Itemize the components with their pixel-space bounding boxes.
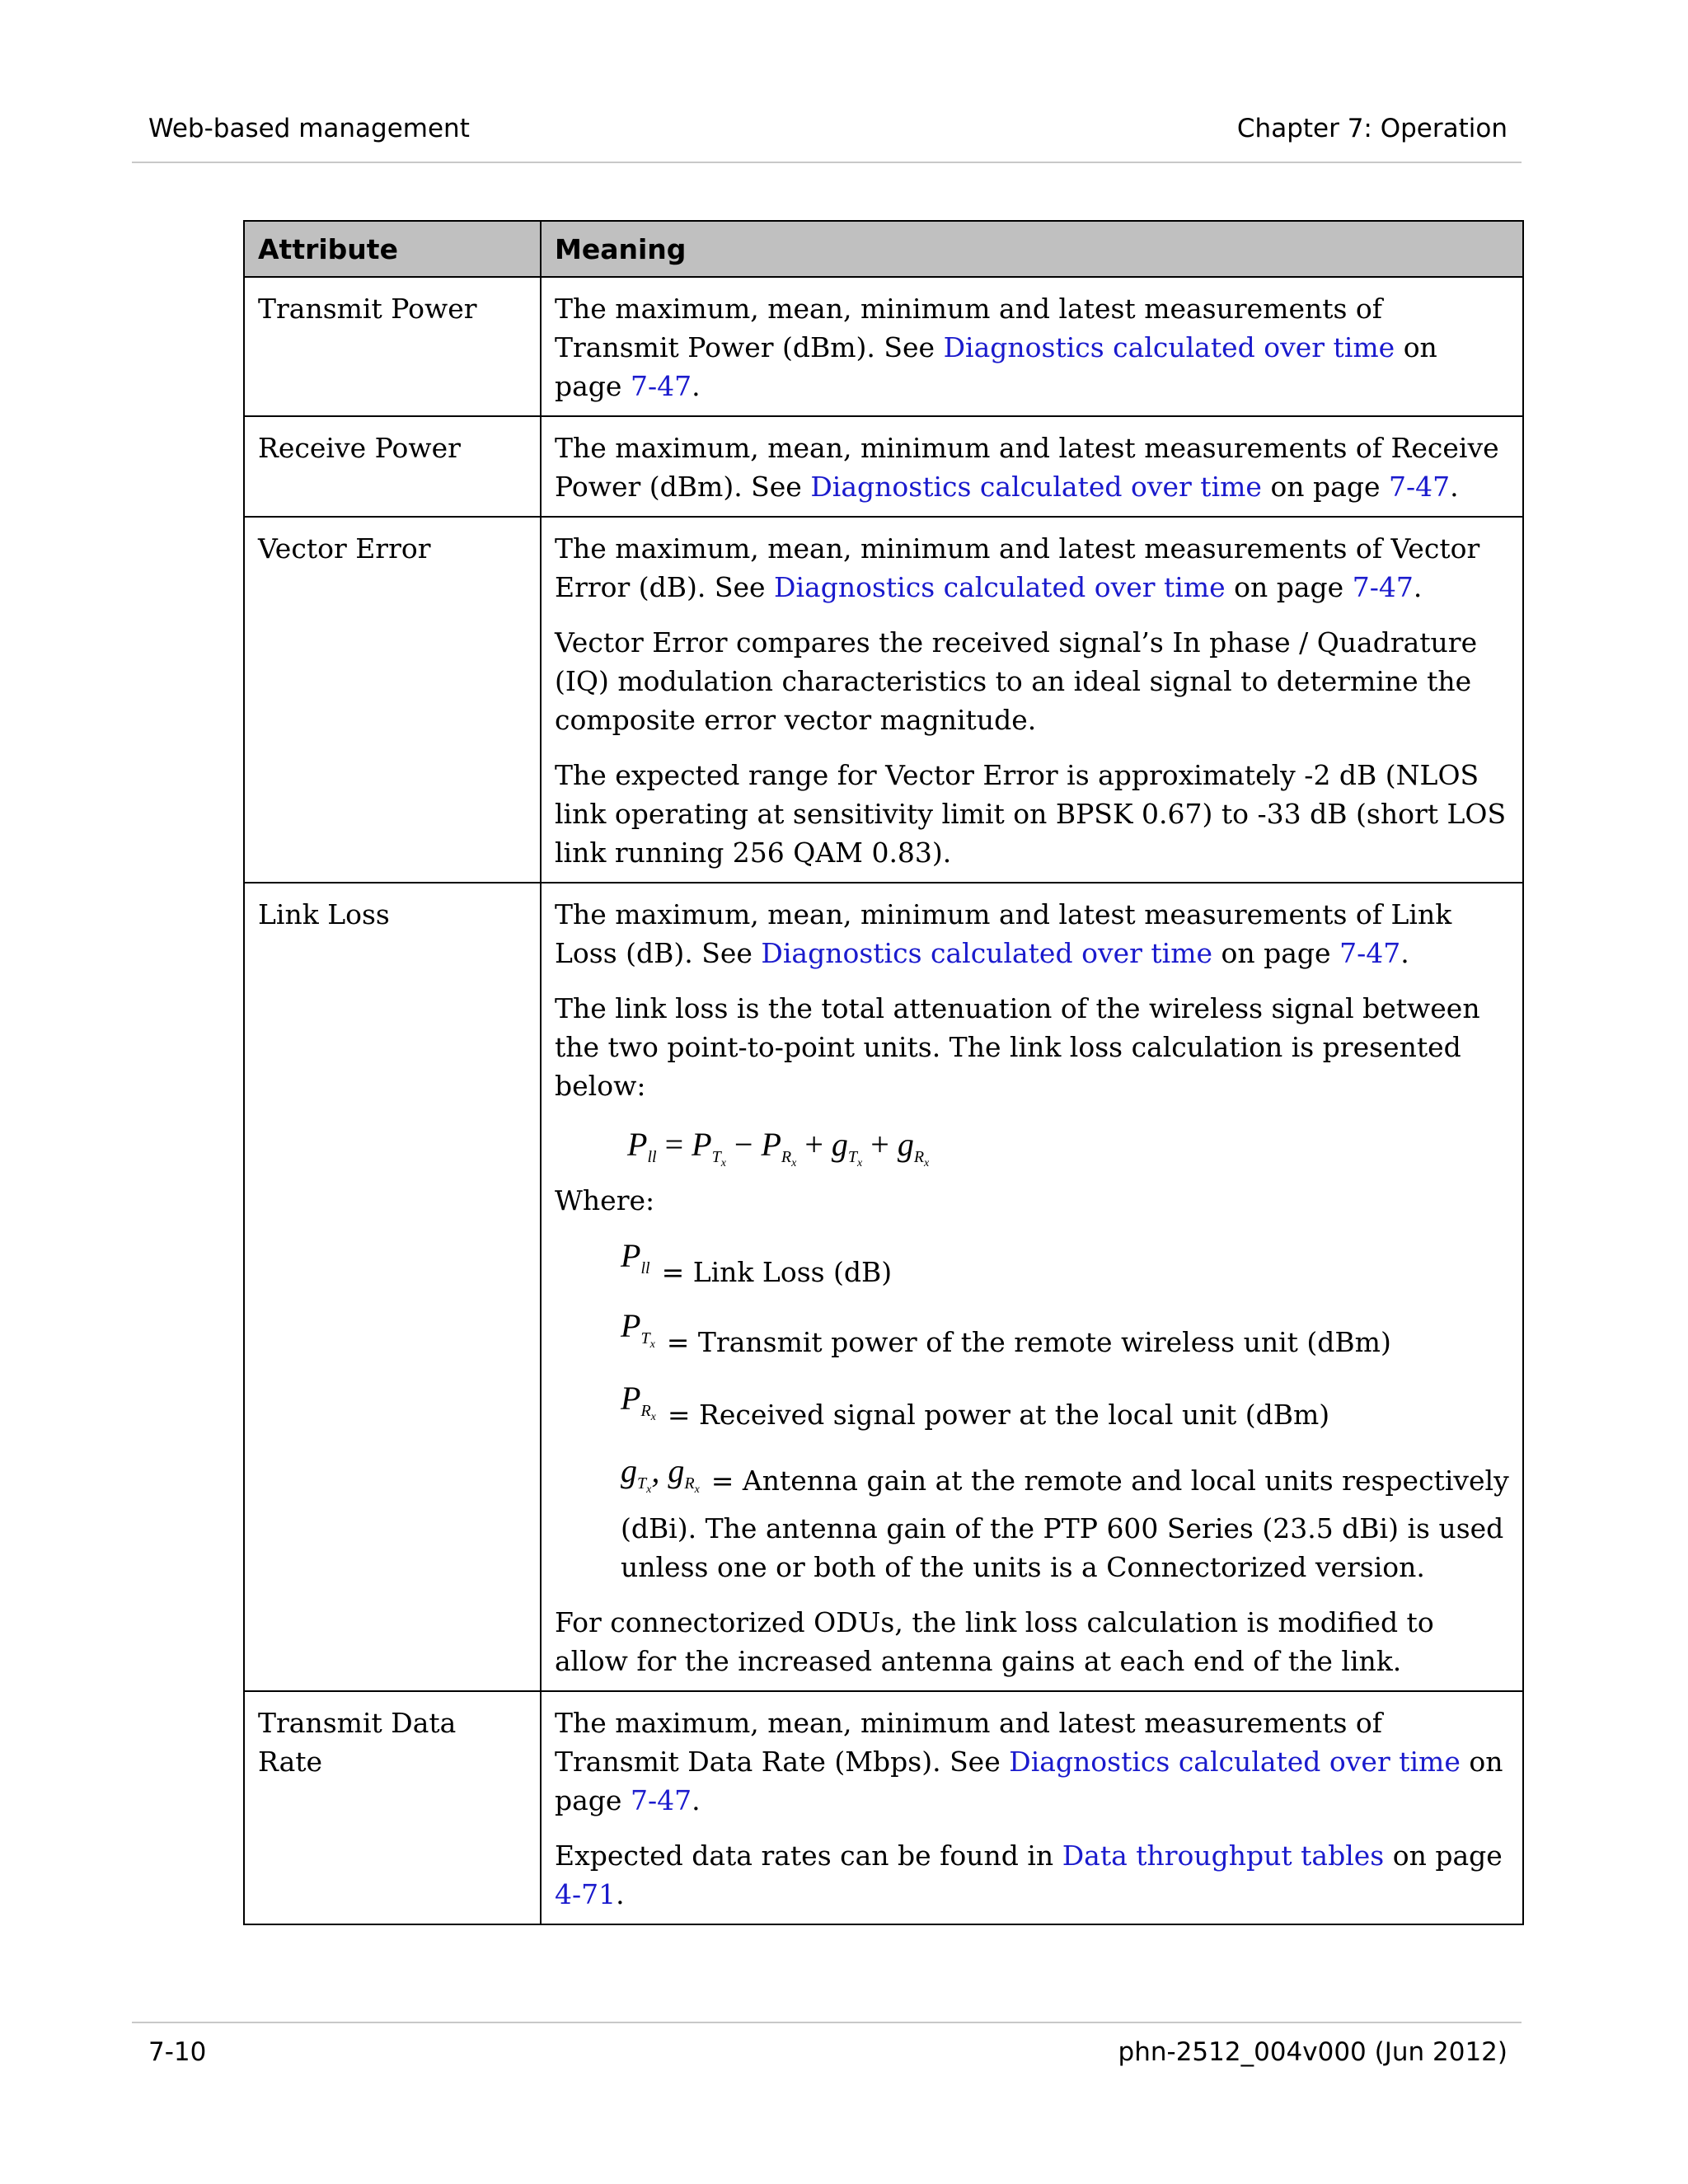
table-row [244,277,1523,416]
link-diagnostics-over-time[interactable]: Diagnostics calculated over time [1009,1746,1461,1778]
meaning-cell [541,517,1523,883]
meaning-cell [541,277,1523,416]
link-page-ref[interactable]: 4-71 [555,1878,617,1910]
meaning-cell [541,1691,1523,1924]
footer-divider [132,2022,1522,2023]
link-page-ref[interactable]: 7-47 [1352,571,1414,603]
paragraph: The maximum, mean, minimum and latest measurements of Vector Error (dB). See Diagnostics calculated over time on page 7-47. [555,532,1480,603]
definition-received-power: $P_{R_x}$ = Received signal power at the local unit (dBm) [621,1379,1509,1436]
document-id: phn-2512_004v000 (Jun 2012) [1118,2037,1507,2067]
definition-antenna-gain: $g_{T_x}$, $g_{R_x}$ = Antenna gain at the remote and local units respectively (dBi). The antenna gain of the PTP 600 Series (23.5 dBi) is used unless one or both of the units is a Connectorized version. [621,1452,1509,1583]
attribute-cell: Transmit Power [244,277,541,416]
attribute-cell: Link Loss [244,883,541,1691]
link-page-ref[interactable]: 7-47 [1389,471,1451,503]
column-header-attribute: Attribute [244,221,541,277]
table-row [244,517,1523,883]
paragraph: The expected range for Vector Error is approximately -2 dB (NLOS link operating at sensitivity limit on BPSK 0.67) to -33 dB (short LOS link running 256 QAM 0.83). [555,759,1507,869]
paragraph: The maximum, mean, minimum and latest measurements of Link Loss (dB). See Diagnostics calculated over time on page 7-47. [555,898,1452,969]
definition-transmit-power: $P_{T_x}$ = Transmit power of the remote wireless unit (dBm) [621,1306,1509,1364]
paragraph: The link loss is the total attenuation of the wireless signal between the two point-to-point units. The link loss calculation is presented below: [555,992,1480,1102]
table-header-row [244,221,1523,277]
link-diagnostics-over-time[interactable]: Diagnostics calculated over time [774,571,1226,603]
paragraph: Vector Error compares the received signal’s In phase / Quadrature (IQ) modulation characteristics to an ideal signal to determine the composite error vector magnitude. [555,626,1478,736]
attribute-cell: Vector Error [244,517,541,883]
link-data-throughput-tables[interactable]: Data throughput tables [1062,1840,1385,1872]
paragraph: The maximum, mean, minimum and latest measurements of Transmit Power (dBm). See Diagnostics calculated over time on page 7-47. [555,293,1437,402]
paragraph: For connectorized ODUs, the link loss calculation is modified to allow for the increased antenna gains at each end of the link. [555,1606,1434,1677]
table-row [244,416,1523,517]
attribute-cell: Transmit Data Rate [244,1691,541,1924]
attribute-cell: Receive Power [244,416,541,517]
page-header-chapter: Chapter 7: Operation [1236,114,1507,143]
link-page-ref[interactable]: 7-47 [630,1784,692,1816]
link-diagnostics-over-time[interactable]: Diagnostics calculated over time [943,331,1395,363]
meaning-cell [541,883,1523,1691]
page-number: 7-10 [148,2037,207,2067]
paragraph: The maximum, mean, minimum and latest measurements of Receive Power (dBm). See Diagnostics calculated over time on page 7-47. [555,432,1499,503]
definition-link-loss: $P_{ll}$ = Link Loss (dB) [621,1237,893,1288]
symbol-prx: $P_{R_x}$ [621,1380,656,1423]
meaning-cell [541,416,1523,517]
table-row [244,1691,1523,1924]
paragraph: The maximum, mean, minimum and latest measurements of Transmit Data Rate (Mbps). See Diagnostics calculated over time on page 7-47. [555,1707,1503,1816]
column-header-meaning: Meaning [541,221,1523,277]
table-row [244,883,1523,1691]
symbol-gtx-grx: $g_{T_x}$, $g_{R_x}$ [621,1452,700,1496]
attribute-table [243,220,1524,1925]
link-diagnostics-over-time[interactable]: Diagnostics calculated over time [810,471,1262,503]
link-diagnostics-over-time[interactable]: Diagnostics calculated over time [761,937,1213,969]
symbol-pll: $P_{ll}$ [621,1237,650,1277]
link-page-ref[interactable]: 7-47 [1339,937,1401,969]
page-header-section: Web-based management [148,114,470,143]
paragraph: Expected data rates can be found in Data throughput tables on page 4-71. [555,1840,1503,1910]
paragraph: Where: [555,1184,655,1216]
link-loss-formula: $P_{ll} = P_{T_x}- P_{R_x}+ g_{T_x}+ g_{R_x}$ [627,1126,930,1169]
link-page-ref[interactable]: 7-47 [630,370,692,402]
header-divider [132,162,1522,163]
symbol-ptx: $P_{T_x}$ [621,1307,655,1351]
